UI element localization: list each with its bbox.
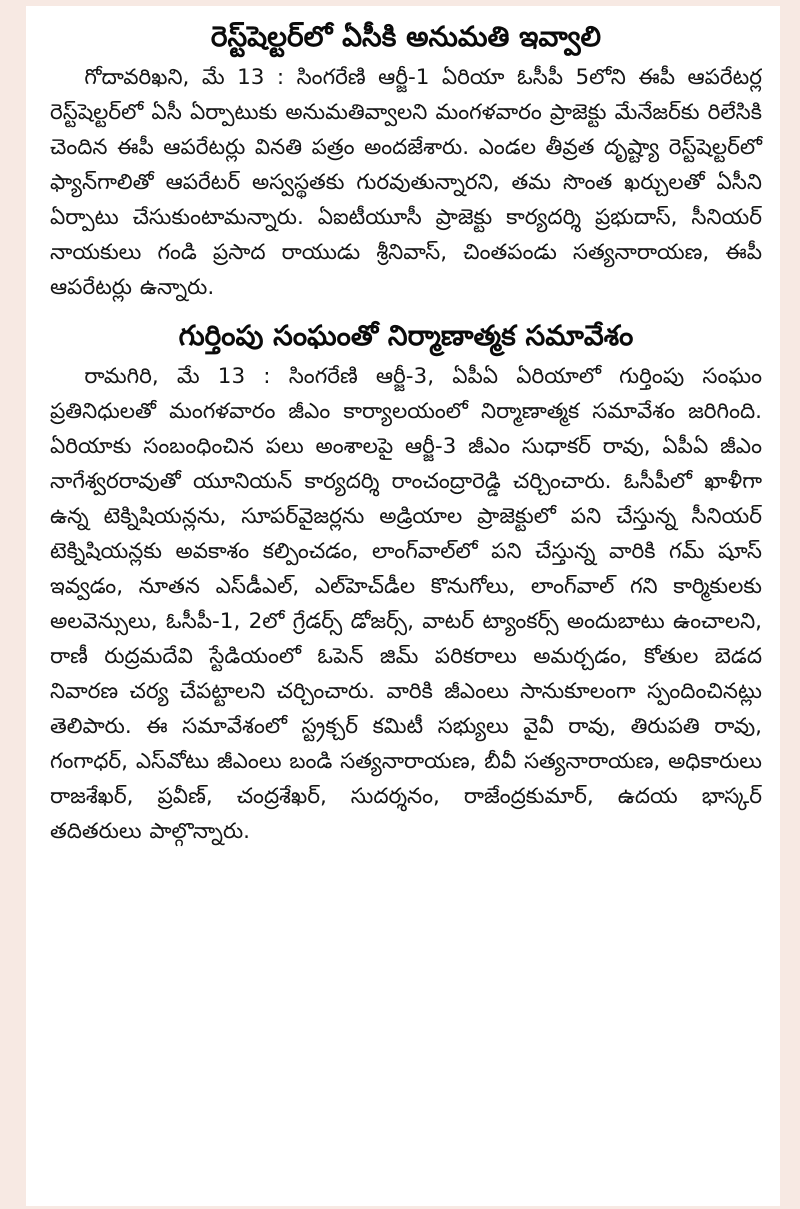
article-rest-shelter <box>50 20 762 305</box>
article-body: రామగిరి, మే 13 : సింగరేణి ఆర్జీ-3, ఏపీఏ ఏరియాలో గుర్తింపు సంఘం ప్రతినిధులతో మంగళవారం జీఎం కార్యాలయంలో నిర్మాణాత్మక సమావేశం జరిగింది. ఏరియాకు సంబంధించిన పలు అంశాలపై ఆర్జీ-3 జీఎం సుధాకర్ రావు, ఏపీఏ జీఎం నాగేశ్వరరావుతో యూనియన్ కార్యదర్శి రాంచంద్రారెడ్డి చర్చించారు. ఓసీపీలో ఖాళీగా ఉన్న టెక్నిషియన్లను, సూపర్‌వైజర్లను అడ్రియాల ప్రాజెక్టులో పని చేస్తున్న సీనియర్ టెక్నిషియన్లకు అవకాశం కల్పించడం, లాంగ్‌వాల్‌లో పని చేస్తున్న వారికి గమ్ షూస్ ఇవ్వడం, నూతన ఎస్‌డీఎల్, ఎల్‌హెచ్‌డీల కొనుగోలు, లాంగ్‌వాల్ గని కార్మికులకు అలవెన్సులు, ఓసీపీ-1, 2లో గ్రేడర్స్ డోజర్స్, వాటర్ ట్యాంకర్స్ అందుబాటు ఉంచాలని, రాణీ రుద్రమదేవి స్టేడియంలో ఓపెన్ జిమ్ పరికరాలు అమర్చడం, కోతుల బెడద నివారణ చర్య చేపట్టాలని చర్చించారు. వారికి జీఎంలు సానుకూలంగా స్పందించినట్లు తెలిపారు. ఈ సమావేశంలో స్ట్రక్చర్ కమిటీ సభ్యులు వైవీ రావు, తిరుపతి రావు, గంగాధర్, ఎస్‌వోటు జీఎంలు బండి సత్యనారాయణ, బీవీ సత్యనారాయణ, అధికారులు రాజశేఖర్, ప్రవీణ్, చంద్రశేఖర్, సుదర్శనం, రాజేంద్రకుమార్, ఉదయ భాస్కర్ తదితరులు పాల్గొన్నారు. <box>50 364 762 844</box>
newspaper-clipping <box>26 6 780 1206</box>
article-union-meeting <box>50 319 762 849</box>
article-headline: రెస్ట్‌షెల్టర్‌లో ఏసీకి అనుమతి ఇవ్వాలి <box>210 20 602 53</box>
article-body: గోదావరిఖని, మే 13 : సింగరేణి ఆర్జీ-1 ఏరియా ఓసీపీ 5లోని ఈపీ ఆపరేటర్ల రెస్ట్‌షెల్టర్‌లో ఏసీ ఏర్పాటుకు అనుమతివ్వాలని మంగళవారం ప్రాజెక్టు మేనేజర్‌కు రిలేసికి చెందిన ఈపీ ఆపరేటర్లు వినతి పత్రం అందజేశారు. ఎండల తీవ్రత దృష్ట్యా రెస్ట్‌షెల్టర్‌లో ఫ్యాన్‌గాలితో ఆపరేటర్ అస్వస్థతకు గురవుతున్నారని, తమ సొంత ఖర్చులతో ఏసీని ఏర్పాటు చేసుకుంటామన్నారు. ఏఐటీయూసీ ప్రాజెక్టు కార్యదర్శి ప్రభుదాస్, సీనియర్ నాయకులు గండి ప్రసాద రాయుడు శ్రీనివాస్, చింతపండు సత్యనారాయణ, ఈపీ ఆపరేటర్లు ఉన్నారు. <box>50 65 762 300</box>
article-headline: గుర్తింపు సంఘంతో నిర్మాణాత్మక సమావేశం <box>178 319 634 352</box>
